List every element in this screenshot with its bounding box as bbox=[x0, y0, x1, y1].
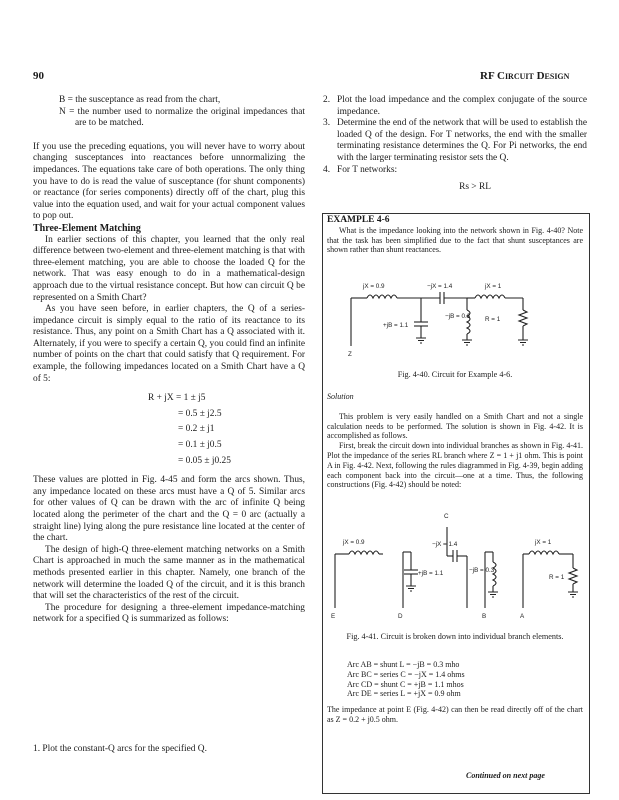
fig-4-40-caption: Fig. 4-40. Circuit for Example 4-6. bbox=[397, 370, 513, 379]
fig40-l1-label: jX = 0.9 bbox=[363, 283, 385, 290]
fig40-cshunt-label: +jB = 1.1 bbox=[383, 322, 409, 329]
step-number: 2. bbox=[323, 95, 331, 105]
arc-item: Arc AB = shunt L = −jB = 0.3 mho bbox=[347, 660, 460, 669]
point-c-label: C bbox=[444, 513, 449, 520]
step-number: 4. bbox=[323, 164, 331, 175]
example-intro: What is the impedance looking into the network shown in Fig. 4-40? Note that the task has been simplified due to the fact that shunt susceptances are shown rather than shunt reactances. bbox=[327, 225, 583, 255]
paragraph: In earlier sections of this chapter, you learned that the only real difference between two-element and three-element matching is that with three-element matching, you are able to choose the loaded Q for the network. That was easy enough to do in a mathematical-design approach due to the virtual resistance concept. But how can circuit Q be represented on a Smith Chart? bbox=[33, 234, 305, 303]
arc-list bbox=[347, 660, 583, 699]
section-heading: Three-Element Matching bbox=[33, 222, 141, 234]
equation: = 0.05 ± j0.25 bbox=[178, 455, 231, 466]
fig-4-40-circuit bbox=[327, 276, 583, 368]
fig41-l1-label: jX = 0.9 bbox=[343, 539, 365, 546]
point-b-label: B bbox=[482, 613, 487, 620]
step-item bbox=[323, 165, 587, 177]
paragraph: If you use the preceding equations, you will never have to worry about changing susceptances into reactances before unnormalizing the impedances. The equations take care of both operations. The only thing you have to do is read the value of susceptance (for shunt components) or reactance (for series components) directly off of the chart, plug this value into the equation used, and wait for your actual component values to pop out. bbox=[33, 141, 305, 222]
paragraph: The procedure for designing a three-element impedance-matching network for a specified Q is summarized as follows: bbox=[33, 602, 305, 625]
step-text: For T networks: bbox=[337, 164, 398, 175]
step-number: 1. bbox=[33, 744, 41, 754]
arc-item: Arc CD = shunt C = +jB = 1.1 mhos bbox=[347, 679, 464, 689]
paragraph: The design of high-Q three-element matching networks on a Smith Chart is approached in much the same manner as in the mathematical methods presented earlier in this chapter. Namely, one branch of the network will determine the loaded Q of the circuit, and it is this branch that will set the characteristics of the rest of the circuit. bbox=[33, 544, 305, 602]
solution-block bbox=[327, 392, 583, 490]
left-column bbox=[33, 95, 305, 626]
step-item bbox=[323, 95, 587, 118]
fig-4-41-circuit bbox=[327, 504, 583, 624]
point-d-label: D bbox=[398, 613, 403, 620]
definition-n: N = the number used to normalize the original impedances that are to be matched. bbox=[59, 106, 305, 129]
step-item bbox=[323, 118, 587, 164]
fig40-lshunt-label: −jB = 0.3 bbox=[445, 313, 471, 320]
fig41-l2-label: jX = 1 bbox=[535, 539, 552, 546]
step-text: Plot the constant-Q arcs for the specified Q. bbox=[42, 744, 207, 754]
fig41-r-label: R = 1 bbox=[549, 574, 565, 581]
t-network-condition: Rs > RL bbox=[459, 182, 491, 193]
equation: = 0.5 ± j2.5 bbox=[178, 408, 222, 419]
equation: = 0.1 ± j0.5 bbox=[178, 440, 222, 451]
fig41-c1-label: −jX = 1.4 bbox=[432, 541, 458, 548]
arc-item: Arc BC = series C = −jX = 1.4 ohms bbox=[347, 669, 465, 679]
point-a-label: A bbox=[520, 613, 525, 620]
closing-paragraph: The impedance at point E (Fig. 4-42) can then be read directly off of the chart as Z = 0.2 + j0.5 ohm. bbox=[327, 705, 583, 724]
paragraph: As you have seen before, in earlier chapters, the Q of a series-impedance circuit is simply equal to the ratio of its reactance to its resistance. Thus, any point on a Smith Chart has a Q associated with it. Alternately, if you were to specify a certain Q, you could find an infinite number of points on the chart that could satisfy that Q requirement. For example, the following impedances located on a Smith Chart have a Q of 5: bbox=[33, 304, 305, 384]
step-1 bbox=[33, 744, 305, 756]
solution-label: Solution bbox=[327, 392, 354, 401]
continued-note: Continued on next page bbox=[466, 771, 545, 780]
fig40-c1-label: −jX = 1.4 bbox=[427, 283, 453, 290]
point-e-label: E bbox=[331, 613, 336, 620]
example-title: EXAMPLE 4-6 bbox=[327, 215, 390, 225]
step-text: Determine the end of the network that will be used to establish the loaded Q of the design. For T networks, the end with the smaller terminating resistance determines the Q. For Pi networks, the end with the larger terminating resistor sets the Q. bbox=[337, 118, 587, 163]
solution-paragraph: This problem is very easily handled on a Smith Chart and not a single calculation needs to be performed. The solution is shown in Fig. 4-42. It is accomplished as follows. bbox=[327, 411, 583, 441]
running-title: RF Circuit Design bbox=[480, 70, 570, 82]
fig40-l2-label: jX = 1 bbox=[485, 283, 502, 290]
fig-4-41-caption: Fig. 4-41. Circuit is broken down into individual branch elements. bbox=[346, 632, 564, 641]
fig41-lshunt-label: −jB = 0.3 bbox=[469, 567, 495, 574]
right-steps bbox=[323, 95, 587, 194]
equation: = 0.2 ± j1 bbox=[178, 424, 215, 435]
step-text: Plot the load impedance and the complex conjugate of the source impedance. bbox=[337, 95, 587, 117]
definition-b: B = the susceptance as read from the chart, bbox=[59, 95, 221, 105]
paragraph: These values are plotted in Fig. 4-45 and form the arcs shown. Thus, any impedance located on these arcs must have a Q of 5. Similar arcs for other values of Q can be drawn with the arc of infinite Q being located along the perimeter of the chart and the Q = 0 arc (actually a straight line) lying along the pure resistance line located at the center of the chart. bbox=[33, 475, 305, 544]
arc-item: Arc DE = series L = +jX = 0.9 ohm bbox=[347, 689, 461, 699]
fig41-cshunt-label: +jB = 1.1 bbox=[418, 570, 444, 577]
q5-equations bbox=[148, 391, 305, 469]
page-number: 90 bbox=[33, 70, 44, 82]
fig40-r-label: R = 1 bbox=[485, 316, 501, 323]
step-number: 3. bbox=[323, 118, 331, 129]
equation: R + jX = 1 ± j5 bbox=[148, 393, 206, 404]
solution-paragraph: First, break the circuit down into individual branches as shown in Fig. 4-41. Plot the impedance of the series RL branch where Z = 1 + j1 ohm. This is point A in Fig. 4-42. Next, following the rules diagrammed in Fig. 4-39, begin adding each component back into the circuit—one at a time. Thus, the following constructions (Fig. 4-42) should be noted: bbox=[327, 441, 583, 490]
example-header bbox=[327, 216, 583, 255]
fig40-z-label: Z bbox=[348, 351, 352, 358]
